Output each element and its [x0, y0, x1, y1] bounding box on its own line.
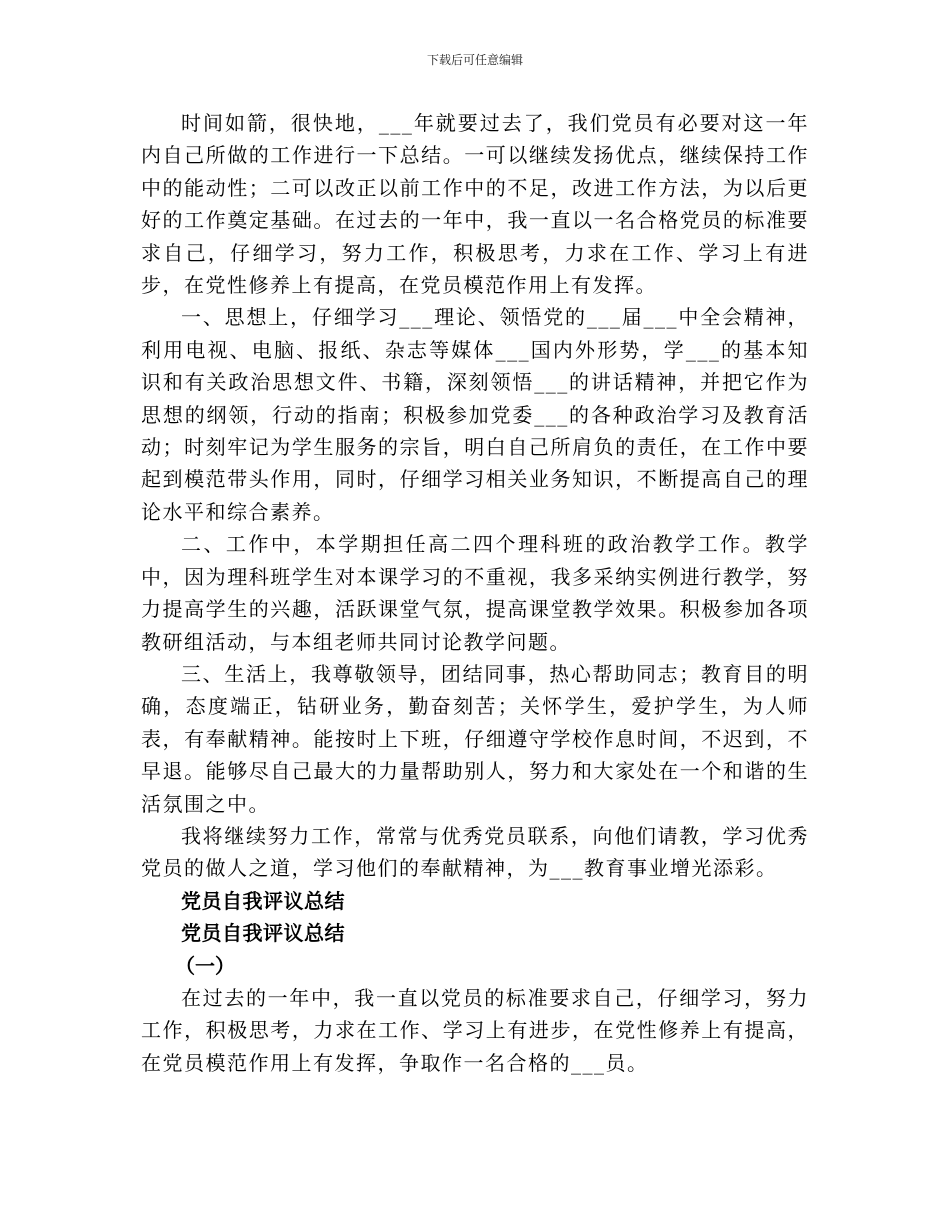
subsection-number: （一）	[175, 953, 235, 978]
paragraph-closing: 我将继续努力工作，常常与优秀党员联系，向他们请教，学习优秀党员的做人之道，学习他们的奉献精神，为___教育事业增光添彩。	[141, 823, 809, 881]
document-body	[141, 107, 809, 1079]
paragraph-thought: 一、思想上，仔细学习___理论、领悟党的___届___中全会精神，利用电视、电脑、报纸、杂志等媒体___国内外形势，学___的基本知识和有关政治思想文件、书籍，深刻领悟___的讲话精神，并把它作为思想的纲领，行动的指南；积极参加党委___的各种政治学习及教育活动；时刻牢记为学生服务的宗旨，明白自己所肩负的责任，在工作中要起到模范带头作用，同时，仔细学习相关业务知识，不断提高自己的理论水平和综合素养。	[141, 305, 809, 524]
paragraph-summary: 在过去的一年中，我一直以党员的标准要求自己，仔细学习，努力工作，积极思考，力求在工作、学习上有进步，在党性修养上有提高，在党员模范作用上有发挥，争取作一名合格的___员。	[141, 985, 809, 1075]
paragraph-life: 三、生活上，我尊敬领导，团结同事，热心帮助同志；教育目的明确，态度端正，钻研业务，勤奋刻苦；关怀学生，爱护学生，为人师表，有奉献精神。能按时上下班，仔细遵守学校作息时间，不迟到，不早退。能够尽自己最大的力量帮助别人，努力和大家处在一个和谐的生活氛围之中。	[141, 661, 809, 816]
intro-paragraph: 时间如箭，很快地，___年就要过去了，我们党员有必要对这一年内自己所做的工作进行一下总结。一可以继续发扬优点，继续保持工作中的能动性；二可以改正以前工作中的不足，改进工作方法，为以后更好的工作奠定基础。在过去的一年中，我一直以一名合格党员的标准要求自己，仔细学习，努力工作，积极思考，力求在工作、学习上有进步，在党性修养上有提高，在党员模范作用上有发挥。	[141, 111, 809, 298]
paragraph-work: 二、工作中，本学期担任高二四个理科班的政治教学工作。教学中，因为理科班学生对本课学习的不重视，我多采纳实例进行教学，努力提高学生的兴趣，活跃课堂气氛，提高课堂教学效果。积极参加各项教研组活动，与本组老师共同讨论教学问题。	[141, 532, 809, 654]
header-note: 下载后可任意编辑	[426, 53, 523, 67]
section-heading: 党员自我评议总结	[181, 888, 345, 913]
section-heading-repeat: 党员自我评议总结	[181, 921, 345, 946]
